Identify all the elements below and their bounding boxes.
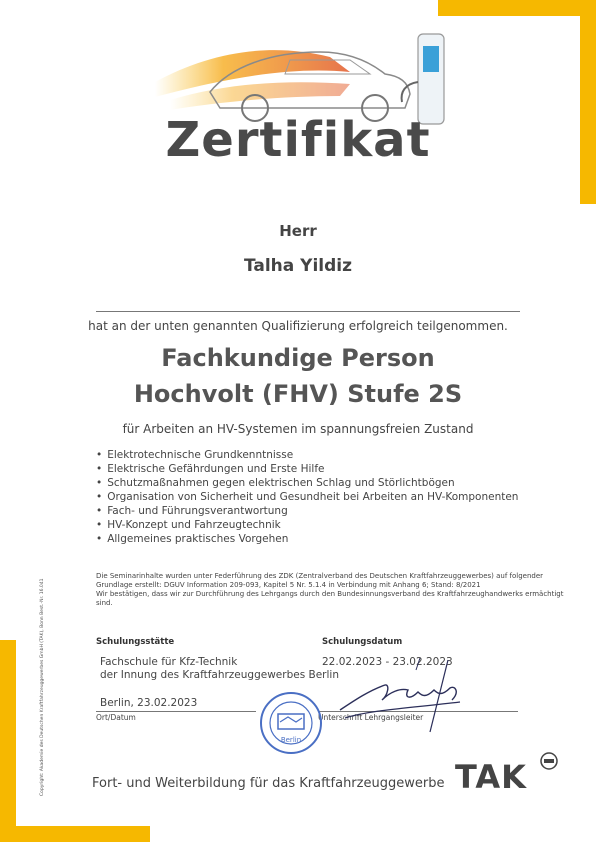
official-stamp xyxy=(258,690,324,756)
participation-statement: hat an der unten genannten Qualifizierung erfolgreich teilgenommen. xyxy=(88,319,508,333)
tak-logo-text: TAK xyxy=(455,758,527,796)
training-date-value: 22.02.2023 - 23.02.2023 xyxy=(322,656,453,668)
salutation: Herr xyxy=(279,222,317,240)
accent-bar-right xyxy=(580,0,596,204)
list-item: • Organisation von Sicherheit und Gesundheit bei Arbeiten an HV-Komponenten xyxy=(96,490,566,504)
school-label: Schulungsstätte xyxy=(96,637,175,647)
list-item: • Allgemeines praktisches Vorgehen xyxy=(96,532,566,546)
list-item: • Fach- und Führungsverantwortung xyxy=(96,504,566,518)
fine-print xyxy=(96,572,566,608)
qualification-title-line1: Fachkundige Person xyxy=(161,344,435,372)
qualification-scope: für Arbeiten an HV-Systemen im spannungsfreien Zustand xyxy=(122,422,474,436)
list-item: • Elektrotechnische Grundkenntnisse xyxy=(96,448,566,462)
school-name-line2: der Innung des Kraftfahrzeuggewerbes Berlin xyxy=(100,669,339,681)
list-item: • Schutzmaßnahmen gegen elektrischen Schlag und Störlichtbögen xyxy=(96,476,566,490)
place-date-line xyxy=(96,711,256,712)
accent-bar-top xyxy=(438,0,596,16)
handwritten-signature xyxy=(330,640,480,740)
topic-list xyxy=(96,448,566,546)
training-date-label: Schulungsdatum xyxy=(322,637,403,647)
list-item: • HV-Konzept und Fahrzeugtechnik xyxy=(96,518,566,532)
recipient-name: Talha Yildiz xyxy=(243,256,353,276)
qualification-title-line2: Hochvolt (FHV) Stufe 2S xyxy=(133,380,463,408)
certificate-title: Zertifikat xyxy=(165,112,431,168)
tak-logo xyxy=(455,752,558,796)
signature-label: Unterschrift Lehrgangsleiter xyxy=(318,713,424,722)
accent-bar-bottom xyxy=(0,826,150,842)
place-date-value: Berlin, 23.02.2023 xyxy=(100,697,198,709)
name-underline xyxy=(96,311,520,312)
place-date-label: Ort/Datum xyxy=(96,713,136,722)
copyright-vertical: Copyright: Akademie des Deutschen Kraftfahrzeuggewerbes GmbH (TAK), Bonn Best.-Nr. 16.041 xyxy=(40,578,45,796)
fine-print-authorization: Wir bestätigen, dass wir zur Durchführung des Lehrgangs durch den Bundesinnungsverband des Kraftfahrzeughandwerks ermächtigt sind. xyxy=(96,590,564,607)
footer-text: Fort- und Weiterbildung für das Kraftfahrzeuggewerbe xyxy=(92,776,445,791)
stamp-text: Berlin xyxy=(280,736,302,744)
accent-bar-left xyxy=(0,640,16,842)
tak-emblem-icon xyxy=(540,752,558,770)
fine-print-basis: Die Seminarinhalte wurden unter Federführung des ZDK (Zentralverband des Deutschen Kraftfahrzeuggewerbes) auf folgender Grundlage erstellt: DGUV Information 209-093, Kapitel 5 Nr. 5.1.4 in Verbindung mit Anhang 6; Stand: 8/2021 xyxy=(96,572,544,589)
list-item: • Elektrische Gefährdungen und Erste Hilfe xyxy=(96,462,566,476)
school-name-line1: Fachschule für Kfz-Technik xyxy=(100,656,238,668)
